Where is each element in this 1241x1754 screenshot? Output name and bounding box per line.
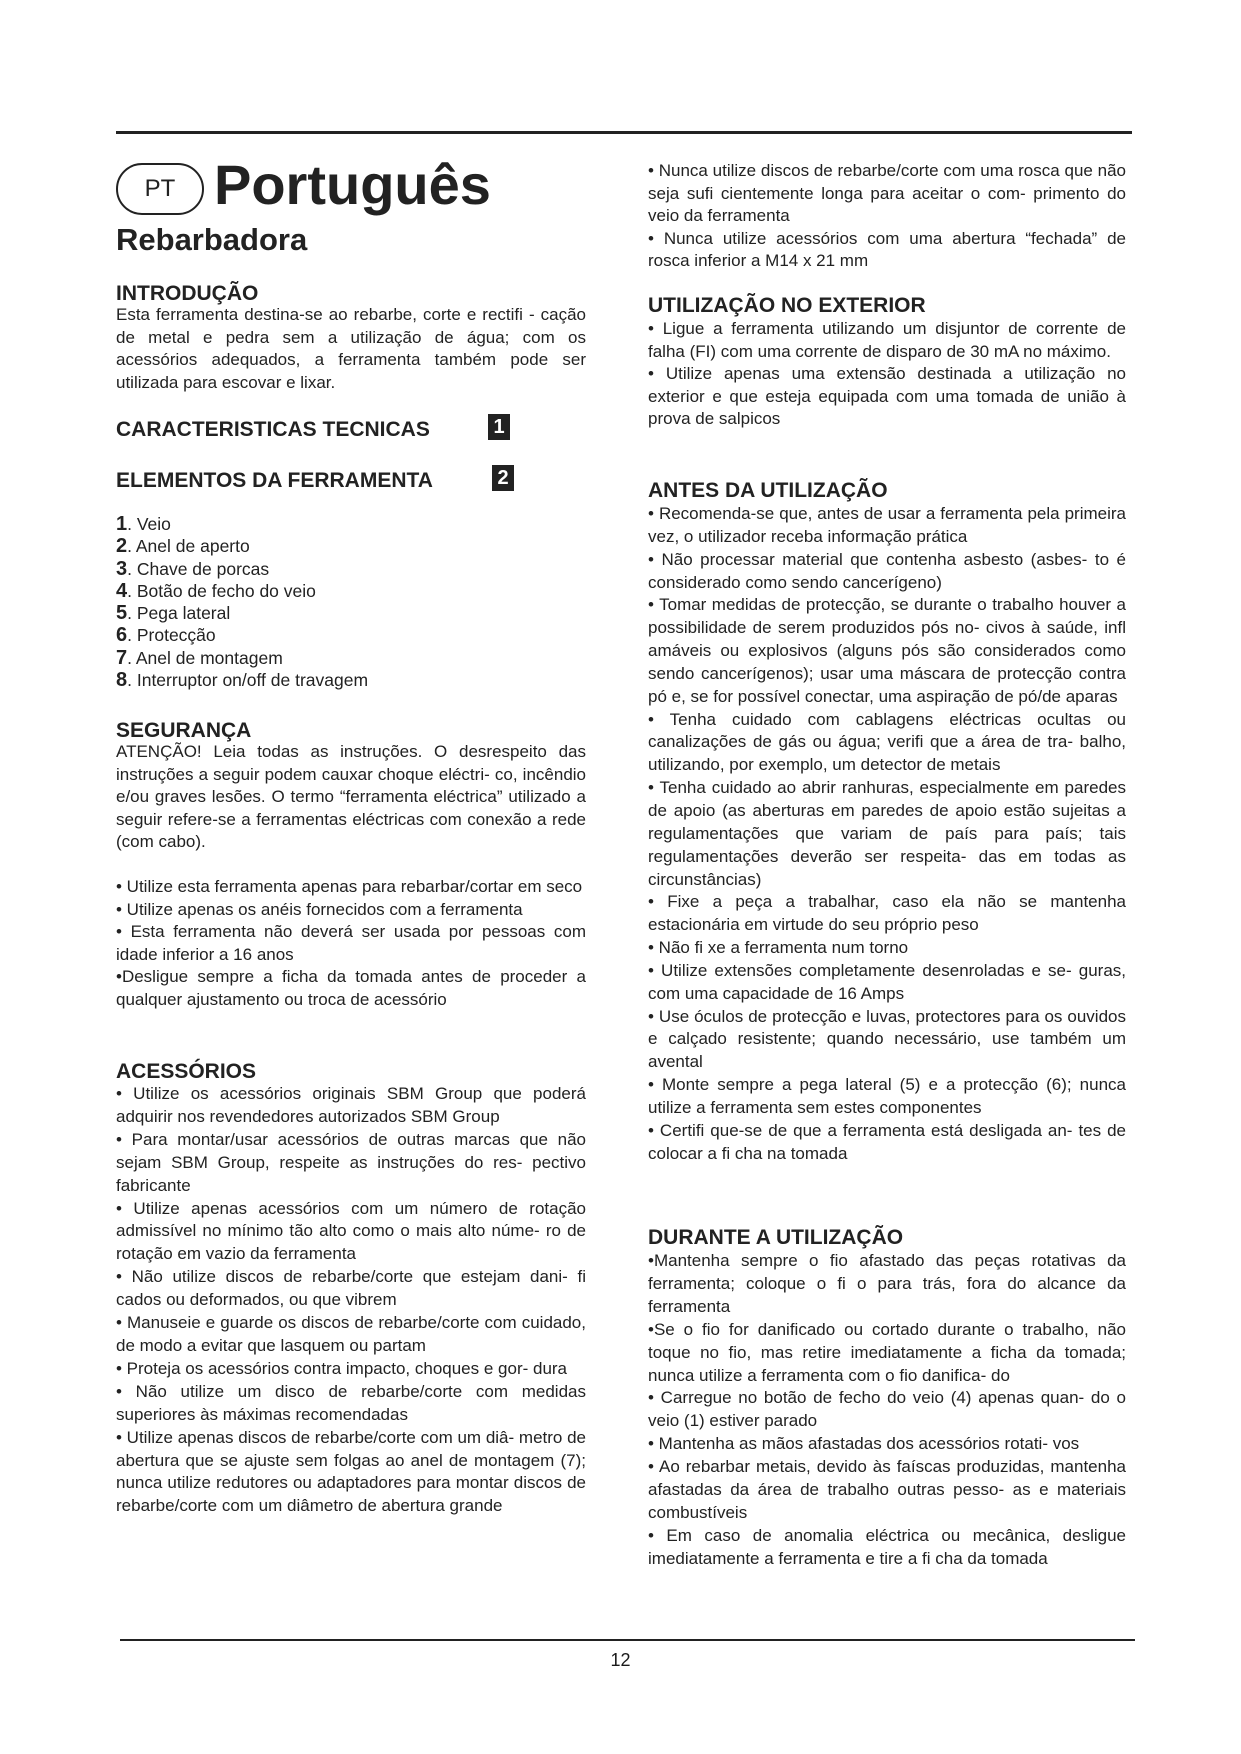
bullet-item: • Utilize os acessórios originais SBM Group que poderá adquirir nos revendedores autorizados SBM Group [116, 1084, 586, 1126]
safety-bullets [116, 876, 586, 1011]
bullet-item: • Esta ferramenta não deverá ser usada por pessoas com idade inferior a 16 anos [116, 922, 586, 964]
bullet-item: • Ligue a ferramenta utilizando um disjuntor de corrente de falha (FI) com uma corrente de disparo de 30 mA no máximo. [648, 319, 1126, 361]
bottom-rule [120, 1639, 1135, 1641]
bullet-item: • Fixe a peça a trabalhar, caso ela não se mantenha estacionária em virtude do seu próprio peso [648, 892, 1126, 935]
bullet-item: • Tenha cuidado ao abrir ranhuras, especialmente em paredes de apoio (as aberturas em paredes de apoio estão sujeitas a regulamentações que variam de país para país; tais regulamentações deverão ser respeita- das em todas as circunstâncias) [648, 778, 1126, 889]
list-item: 1. Veio [116, 513, 171, 535]
outdoor-bullets [648, 318, 1126, 431]
bullet-item: • Não utilize discos de rebarbe/corte que estejam dani- fi cados ou deformados, ou que vibrem [116, 1267, 586, 1310]
page-number: 12 [610, 1650, 631, 1670]
bullet-item: • Tomar medidas de protecção, se durante o trabalho houver a possibilidade de serem produzidos pós no- civos à saúde, infl amáveis ou explosivos (alguns pós são considerados como sendo cancerígenos); usar uma máscara de protecção contra pó e, se for possível conectar, uma aspiração de pó/de aparas [648, 595, 1126, 706]
before-use-heading: ANTES DA UTILIZAÇÃO [648, 479, 888, 502]
before-use-bullets [648, 503, 1126, 1165]
outdoor-heading: UTILIZAÇÃO NO EXTERIOR [648, 294, 926, 317]
safety-heading: SEGURANÇA [116, 719, 252, 742]
bullet-item: •Se o fio for danificado ou cortado durante o trabalho, não toque no fio, mas retire imediatamente a ficha da tomada; nunca utilize a ferramenta com o fio danifica- do [648, 1319, 1126, 1385]
top-rule [116, 131, 1132, 134]
bullet-item: • Ao rebarbar metais, devido às faíscas produzidas, mantenha afastadas da área de trabalho outras pesso- as e materiais combustíveis [648, 1457, 1126, 1522]
document-title: Rebarbadora [116, 222, 308, 257]
figure-2-badge: 2 [492, 465, 514, 491]
accessories-heading: ACESSÓRIOS [116, 1060, 257, 1083]
list-item: 8. Interruptor on/off de travagem [116, 669, 369, 692]
bullet-item: • Para montar/usar acessórios de outras marcas que não sejam SBM Group, respeite as instruções do res- pectivo fabricante [116, 1129, 586, 1195]
bullet-item: • Utilize apenas uma extensão destinada a utilização no exterior e que esteja equipada com uma tomada de união à prova de salpicos [648, 364, 1126, 429]
bullet-item: • Proteja os acessórios contra impacto, choques e gor- dura [116, 1358, 568, 1378]
list-item: 5. Pega lateral [116, 602, 231, 625]
bullet-item: • Utilize apenas discos de rebarbe/corte com um diâ- metro de abertura que se ajuste sem folgas ao anel de montagem (7); nunca utilize redutores ou adaptadores para montar discos de rebarbe/corte com um diâmetro de abertura grande [116, 1427, 586, 1516]
list-item: 3. Chave de porcas [116, 557, 270, 580]
bullet-item: • Recomenda-se que, antes de usar a ferramenta pela primeira vez, o utilizador receba informação prática [648, 504, 1126, 546]
list-item: 2. Anel de aperto [116, 535, 250, 558]
bullet-item: • Manuseie e guarde os discos de rebarbe/corte com cuidado, de modo a evitar que lasquem ou partam [116, 1313, 586, 1355]
cont-bullets [648, 160, 1126, 273]
intro-heading: INTRODUÇÃO [116, 282, 259, 305]
bullet-item: • Não utilize um disco de rebarbe/corte com medidas superiores às máximas recomendadas [116, 1381, 586, 1424]
tool-elements-list [116, 513, 586, 691]
intro-text: Esta ferramenta destina-se ao rebarbe, corte e rectifi - cação de metal e pedra sem a utilização de água; com os acessórios adequados, a ferramenta também pode ser utilizada para escovar e lixar. [116, 305, 586, 392]
during-use-heading: DURANTE A UTILIZAÇÃO [648, 1226, 904, 1249]
bullet-item: • Nunca utilize acessórios com uma abertura “fechada” de rosca inferior a M14 x 21 mm [648, 228, 1126, 270]
bullet-item: • Mantenha as mãos afastadas dos acessórios rotati- vos [648, 1434, 1080, 1454]
bullet-item: • Utilize apenas os anéis fornecidos com a ferramenta [116, 899, 523, 919]
specs-heading: CARACTERISTICAS TECNICAS [116, 418, 430, 441]
language-title: Português [214, 153, 491, 216]
bullet-item: •Desligue sempre a ficha da tomada antes de proceder a qualquer ajustamento ou troca de acessório [116, 967, 586, 1009]
bullet-item: • Utilize esta ferramenta apenas para rebarbar/cortar em seco [116, 877, 583, 896]
bullet-item: • Não processar material que contenha asbesto (asbes- to é considerado como sendo cancerígeno) [648, 549, 1126, 592]
figure-1-badge: 1 [488, 414, 510, 440]
bullet-item: • Não fi xe a ferramenta num torno [648, 938, 909, 958]
bullet-item: • Em caso de anomalia eléctrica ou mecânica, desligue imediatamente a ferramenta e tire a fi cha da tomada [648, 1525, 1126, 1568]
elements-heading: ELEMENTOS DA FERRAMENTA [116, 469, 433, 492]
language-badge: PT [116, 163, 204, 215]
bullet-item: • Tenha cuidado com cablagens eléctricas ocultas ou canalizações de gás ou água; verifi que a área de tra- balho, utilizando, por exemplo, um detector de metais [648, 709, 1126, 775]
during-use-bullets [648, 1250, 1126, 1571]
bullet-item: • Nunca utilize discos de rebarbe/corte com uma rosca que não seja sufi cientemente longa para aceitar o com- primento do veio da ferramenta [648, 161, 1126, 225]
bullet-item: •Mantenha sempre o fio afastado das peças rotativas da ferramenta; coloque o fi o para trás, fora do alcance da ferramenta [648, 1251, 1126, 1316]
safety-text: ATENÇÃO! Leia todas as instruções. O desrespeito das instruções a seguir podem cauxar choque eléctri- co, incêndio e/ou graves lesões. O termo “ferramenta eléctrica” utilizado a seguir refere-se a ferramentas eléctricas com conexão a rede (com cabo). [116, 742, 586, 851]
list-item: 4. Botão de fecho do veio [116, 579, 316, 602]
bullet-item: • Certifi que-se de que a ferramenta está desligada an- tes de colocar a fi cha na tomada [648, 1120, 1126, 1163]
list-item: 6. Protecção [116, 624, 216, 647]
bullet-item: • Utilize apenas acessórios com um número de rotação admissível no mínimo tão alto como o mais alto núme- ro de rotação em vazio da ferramenta [116, 1198, 586, 1264]
bullet-item: • Monte sempre a pega lateral (5) e a protecção (6); nunca utilize a ferramenta sem estes componentes [648, 1075, 1126, 1117]
bullet-item: • Utilize extensões completamente desenroladas e se- guras, com uma capacidade de 16 Amps [648, 960, 1126, 1003]
bullet-item: • Use óculos de protecção e luvas, protectores para os ouvidos e calçado resistente; quando necessário, use também um avental [648, 1006, 1126, 1072]
accessories-bullets [116, 1083, 586, 1518]
bullet-item: • Carregue no botão de fecho do veio (4) apenas quan- do o veio (1) estiver parado [648, 1388, 1126, 1431]
list-item: 7. Anel de montagem [116, 646, 283, 669]
language-header [116, 153, 616, 220]
